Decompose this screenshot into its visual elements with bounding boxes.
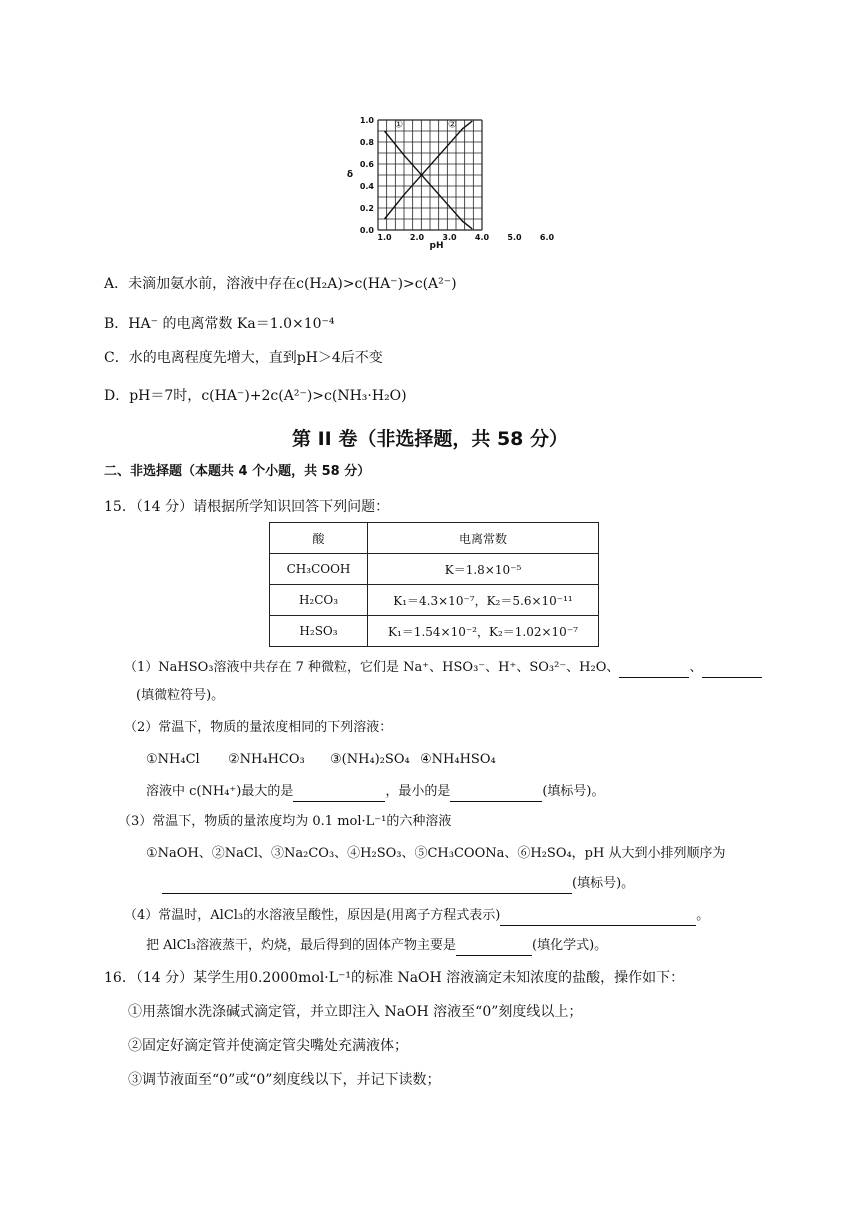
x-axis-label: pH [429,241,444,251]
q15-part3-fill-label: (填标号)。 [572,876,635,891]
y-tick-label: 1.0 [359,116,374,125]
list-item: ①NH₄Cl [146,752,200,767]
list-item: ③(NH₄)₂SO₄ [330,752,410,767]
option-a-formula: c(H₂A)>c(HA⁻)>c(A²⁻) [296,276,457,292]
series-label-2: ② [447,119,457,131]
y-tick-label: 0.8 [359,138,374,147]
y-tick-label: 0.6 [359,160,374,169]
option-c [104,348,383,368]
table-row [270,585,599,616]
option-b-formula: Ka＝1.0×10⁻⁴ [236,316,335,332]
table-cell: K₁＝4.3×10⁻⁷，K₂＝5.6×10⁻¹¹ [368,585,599,616]
x-tick-label: 6.0 [539,233,555,242]
ionization-constant-table [269,522,599,647]
answer-blank[interactable] [293,787,385,802]
q15-part2-q-b: ，最小的是 [385,784,451,799]
table-cell: K₁＝1.54×10⁻²，K₂＝1.02×10⁻⁷ [368,616,599,647]
x-tick-label: 3.0 [442,233,457,242]
section-title: 第 II 卷（非选择题，共 58 分） [291,428,569,450]
q16-step: ③调节液面至“0”或“0”刻度线以下，并记下读数； [128,1072,441,1088]
q15-part2-q-c: (填标号)。 [542,784,605,799]
y-tick-label: 0.2 [359,204,374,213]
option-c-text: C．水的电离程度先增大，直到 [104,350,297,366]
option-d-formula: c(HA⁻)+2c(A²⁻)>c(NH₃·H₂O) [201,388,407,404]
q15-part1-cont: (填微粒符号)。 [136,688,225,703]
x-tick-label: 2.0 [409,233,425,242]
q15-part3-list: ①NaOH、②NaCl、③Na₂CO₃、④H₂SO₃、⑤CH₃COONa、⑥H₂SO₄，pH 从大到小排列顺序为 [146,846,726,861]
q15-part1: （1）NaHSO₃溶液中共存在 7 种微粒，它们是 Na⁺、HSO₃⁻、H⁺、SO₃²⁻、H₂O、 、 [124,658,762,678]
table-cell: CH₃COOH [270,554,368,585]
table-row [270,616,599,647]
answer-blank[interactable] [500,911,696,926]
option-c-formula: pH＞4 [296,350,341,366]
chart-svg [338,110,555,252]
q15-part4b-text: 把 AlCl₃溶液蒸干，灼烧，最后得到的固体产物主要是 [146,938,456,953]
y-axis-label: δ [346,170,354,181]
q16-step: ②固定好滴定管并使滴定管尖嘴处充满液体； [128,1038,408,1054]
x-tick-label: 1.0 [377,233,392,242]
answer-blank[interactable] [619,663,689,678]
q16-step: ①用蒸馏水洗涤碱式滴定管，并立即注入 NaOH 溶液至“0”刻度线以上； [128,1004,583,1020]
option-a-text: A．未滴加氨水前，溶液中存在 [104,276,297,292]
series-label-1: ① [394,119,404,131]
q15-part4b-end: (填化学式)。 [532,938,608,953]
option-a [104,274,457,294]
q15-part2-question [146,782,605,802]
q15-part1-text: （1）NaHSO₃溶液中共存在 7 种微粒，它们是 Na⁺、HSO₃⁻、H⁺、SO₃²⁻、H₂O、 [124,660,620,675]
table-header: 电离常数 [368,523,599,554]
list-item: ④NH₄HSO₄ [420,752,496,767]
y-tick-label: 0.4 [359,182,374,191]
q15-part4-end: 。 [696,908,710,923]
q15-part3-fill [162,874,634,894]
y-tick-label: 0.0 [359,226,374,235]
x-tick-label: 4.0 [474,233,490,242]
answer-blank[interactable] [162,879,572,894]
q15-part2-items [146,750,496,770]
q16-intro: 16．（14 分）某学生用0.2000mol·L⁻¹的标准 NaOH 溶液滴定未知浓度的盐酸，操作如下： [104,970,685,986]
answer-blank[interactable] [450,787,542,802]
answer-blank[interactable] [456,941,532,956]
list-item: ②NH₄HCO₃ [228,752,305,767]
q15-intro: 15．（14 分）请根据所学知识回答下列问题： [104,499,390,515]
option-b-text: B．HA⁻ 的电离常数 [104,316,233,332]
series-line-1 [385,131,473,229]
option-d [104,386,407,406]
q15-part2-q-a: 溶液中 c(NH₄⁺)最大的是 [146,784,294,799]
q15-part3: （3）常温下，物质的量浓度均为 0.1 mol·L⁻¹的六种溶液 [118,814,452,829]
table-header-row [270,523,599,554]
q15-part2: （2）常温下，物质的量浓度相同的下列溶液： [124,720,393,735]
table-cell: H₂CO₃ [270,585,368,616]
q15-part4 [124,906,709,926]
option-c-suffix: 后不变 [340,350,383,366]
option-d-text: D．pH＝7时， [104,388,202,404]
series-line-2 [385,121,473,219]
q15-part4b [146,936,607,956]
x-tick-label: 5.0 [507,233,522,242]
q15-part4-text: （4）常温时，AlCl₃的水溶液呈酸性，原因是(用离子方程式表示) [124,908,501,923]
section-heading: 二、非选择题（本题共 4 个小题，共 58 分） [104,464,371,479]
table-cell: K＝1.8×10⁻⁵ [368,554,599,585]
table-row [270,554,599,585]
answer-blank[interactable] [702,663,762,678]
table-cell: H₂SO₃ [270,616,368,647]
table-header: 酸 [270,523,368,554]
option-b [104,314,335,334]
distribution-chart [338,110,555,252]
